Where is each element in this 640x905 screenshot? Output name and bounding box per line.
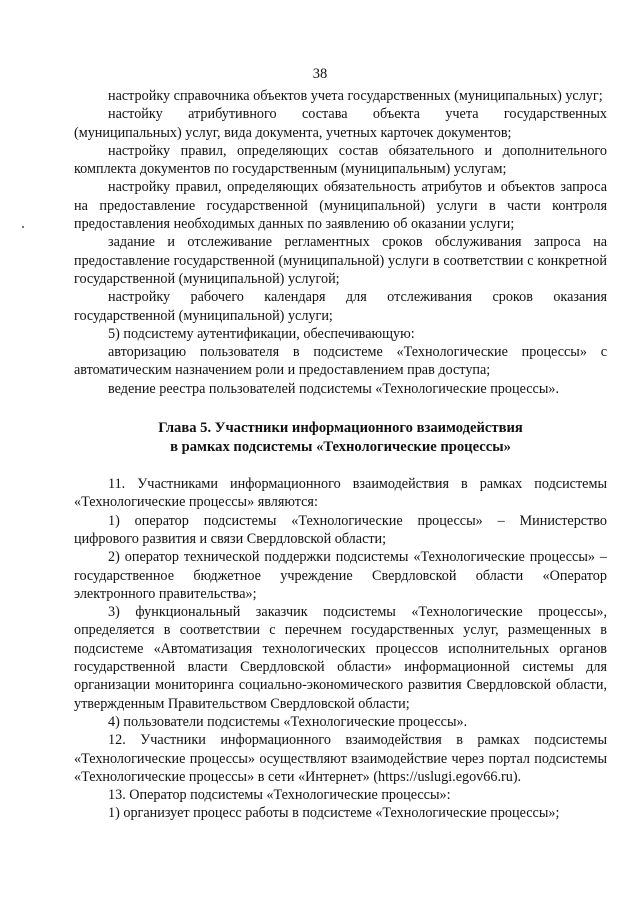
document-body	[74, 87, 607, 823]
paragraph: ведение реестра пользователей подсистемы «Технологические процессы».	[108, 380, 559, 397]
paragraph: настойку атрибутивного состава объекта учета государственных (муниципальных) услуг, вида документа, учетных карточек документов;	[74, 106, 607, 141]
paragraph: 1) организует процесс работы в подсистеме «Технологические процессы»;	[108, 805, 560, 822]
paragraph: 1) оператор подсистемы «Технологические процессы» – Министерство цифрового развития и связи Свердловской области;	[74, 512, 607, 547]
paragraph: настройку правил, определяющих обязательность атрибутов и объектов запроса на предоставление государственной (муниципальной) услуги в части контроля предоставления необходимых данных по заявлению об оказании услуги;	[74, 179, 607, 233]
chapter-heading-line2: в рамках подсистемы «Технологические процессы»	[170, 438, 511, 455]
paragraph: настройку справочника объектов учета государственных (муниципальных) услуг;	[108, 88, 603, 104]
stray-dot-mark	[22, 226, 24, 228]
paragraph: 11. Участниками информационного взаимодействия в рамках подсистемы «Технологические процессы» являются:	[74, 476, 607, 511]
paragraph: 3) функциональный заказчик подсистемы «Технологические процессы», определяется в соответствии с перечнем государственных услуг, размещенных в подсистеме «Автоматизация технологических процессов исполнительных органов государственной власти Свердловской области» информационной системы для организации мониторинга социально-экономического развития Свердловской области, утвержденным Правительством Свердловской области;	[74, 604, 607, 712]
paragraph: 13. Оператор подсистемы «Технологические процессы»:	[108, 787, 451, 804]
paragraph: 12. Участники информационного взаимодействия в рамках подсистемы «Технологические процессы» осуществляют взаимодействие через портал подсистемы «Технологические процессы» в сети «Интернет» (https://uslugi.egov66.ru).	[74, 732, 607, 785]
chapter-heading-line1: Глава 5. Участники информационного взаимодействия	[158, 420, 523, 437]
paragraph: настройку рабочего календаря для отслеживания сроков оказания государственной (муниципальной) услуги;	[74, 289, 607, 324]
page-number: 38	[312, 66, 328, 82]
paragraph: 5) подсистему аутентификации, обеспечивающую:	[108, 325, 415, 342]
paragraph: 4) пользователи подсистемы «Технологические процессы».	[108, 713, 468, 730]
paragraph: настройку правил, определяющих состав обязательного и дополнительного комплекта документов по государственным (муниципальным) услугам;	[74, 142, 607, 178]
chapter-heading	[74, 419, 607, 456]
paragraph: задание и отслеживание регламентных сроков обслуживания запроса на предоставление государственной (муниципальной) услуги в соответствии с конкретной государственной (муниципальной) услугой;	[74, 234, 607, 287]
paragraph: авторизацию пользователя в подсистеме «Технологические процессы» с автоматическим назначением роли и предоставлением прав доступа;	[74, 344, 607, 379]
paragraph: 2) оператор технической поддержки подсистемы «Технологические процессы» – государственное бюджетное учреждение Свердловской области «Оператор электронного правительства»;	[74, 549, 607, 602]
